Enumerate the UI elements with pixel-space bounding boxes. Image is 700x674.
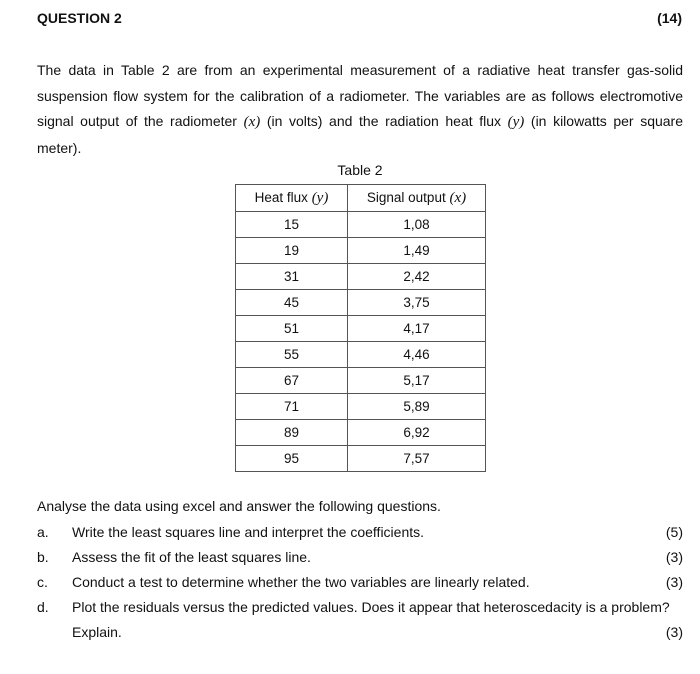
intro-paragraph — [37, 58, 683, 161]
table-row — [236, 446, 486, 472]
data-table — [235, 184, 486, 472]
question-label: a. — [37, 524, 49, 540]
table-caption: Table 2 — [337, 162, 383, 178]
cell-signal-output: 7,57 — [348, 446, 486, 472]
cell-heat-flux: 31 — [236, 264, 348, 290]
intro-text-part2: (in volts) and the radiation heat flux — [260, 113, 508, 129]
question-label: b. — [37, 549, 49, 565]
table-row — [236, 420, 486, 446]
cell-heat-flux: 45 — [236, 290, 348, 316]
cell-signal-output: 5,89 — [348, 394, 486, 420]
table-row — [236, 264, 486, 290]
cell-heat-flux: 95 — [236, 446, 348, 472]
variable-x: (x) — [243, 114, 261, 130]
instructions-text: Analyse the data using excel and answer the following questions. — [37, 498, 441, 514]
cell-signal-output: 4,17 — [348, 316, 486, 342]
question-marks: (5) — [665, 524, 683, 540]
header-signal-output — [348, 185, 486, 212]
intro-text-part1: The data in Table 2 are from an experimental measurement of a radiative heat transfer gas-solid suspension flow system for the calibration of a radiometer. The variables are as follows electromotive signal output of the radiometer — [37, 62, 683, 129]
cell-signal-output: 3,75 — [348, 290, 486, 316]
cell-signal-output: 4,46 — [348, 342, 486, 368]
cell-signal-output: 5,17 — [348, 368, 486, 394]
cell-heat-flux: 19 — [236, 238, 348, 264]
cell-heat-flux: 15 — [236, 212, 348, 238]
question-text: Assess the fit of the least squares line. — [72, 549, 311, 565]
cell-signal-output: 1,49 — [348, 238, 486, 264]
table-row — [236, 342, 486, 368]
question-total-marks: (14) — [657, 10, 682, 26]
table-row — [236, 290, 486, 316]
header-heat-flux-label: Heat flux — [254, 189, 312, 205]
cell-heat-flux: 67 — [236, 368, 348, 394]
table-header-row — [236, 185, 486, 212]
question-text: Plot the residuals versus the predicted values. Does it appear that heteroscedacity is a problem? — [72, 599, 670, 615]
header-heat-flux — [236, 185, 348, 212]
question-text-continued: Explain. — [72, 624, 122, 640]
cell-heat-flux: 71 — [236, 394, 348, 420]
question-text: Conduct a test to determine whether the two variables are linearly related. — [72, 574, 530, 590]
cell-heat-flux: 55 — [236, 342, 348, 368]
cell-signal-output: 2,42 — [348, 264, 486, 290]
question-label: c. — [37, 574, 48, 590]
variable-y: (y) — [507, 114, 525, 130]
table-row — [236, 368, 486, 394]
cell-signal-output: 6,92 — [348, 420, 486, 446]
intro-text-part3: (in kilowatts per square meter). — [37, 113, 683, 156]
table-row — [236, 238, 486, 264]
header-signal-output-var: (x) — [449, 189, 467, 206]
cell-signal-output: 1,08 — [348, 212, 486, 238]
table-row — [236, 394, 486, 420]
cell-heat-flux: 89 — [236, 420, 348, 446]
question-marks: (3) — [665, 624, 683, 640]
table-row — [236, 212, 486, 238]
table-row — [236, 316, 486, 342]
question-label: d. — [37, 599, 49, 615]
question-text: Write the least squares line and interpret the coefficients. — [72, 524, 425, 540]
question-marks: (3) — [665, 549, 683, 565]
question-marks: (3) — [665, 574, 683, 590]
cell-heat-flux: 51 — [236, 316, 348, 342]
header-heat-flux-var: (y) — [311, 189, 329, 206]
header-signal-output-label: Signal output — [366, 189, 450, 205]
question-title: QUESTION 2 — [37, 10, 122, 26]
